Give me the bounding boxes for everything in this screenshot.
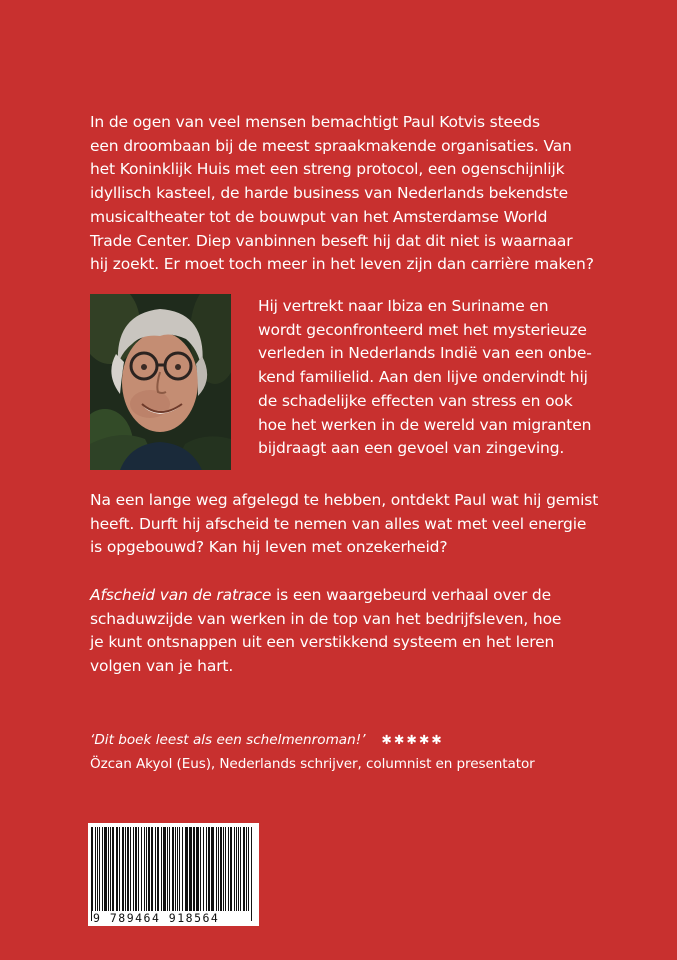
barcode-bar [185,827,188,911]
barcode-bar [203,827,204,911]
barcode-bar [243,827,245,911]
closing-first-line-rest: is een waargebeurd verhaal over de [271,586,552,604]
isbn-number: 9 789464 918564 [93,911,220,925]
text-line: In de ogen van veel mensen bemachtigt Paul Kotvis steeds [90,113,540,131]
text-line: heeft. Durft hij afscheid te nemen van alles wat met veel energie [90,514,587,533]
barcode-bar [148,827,150,911]
barcode-bar [230,827,232,911]
text-line: Na een lange weg afgelegd te hebben, ontdekt Paul wat hij gemist [90,491,599,509]
barcode-bar [167,827,168,911]
text-line: de schadelijke effecten van stress en ook [258,391,573,410]
middle-paragraph [90,489,610,560]
barcode-bar [102,827,103,911]
intro-paragraph [90,111,610,277]
barcode-bar [163,827,166,911]
barcode-bar [108,827,109,911]
barcode-bar [225,827,226,911]
barcode-bar [110,827,111,911]
barcode-bar [135,827,137,911]
text-line [90,584,610,608]
review-attribution: Özcan Akyol (Eus), Nederlands schrijver, columnist en presentator [90,756,535,772]
barcode-bar [172,827,174,921]
review-quote: ‘Dit boek leest als een schelmenroman!’ [90,732,366,748]
barcode-bar [146,827,147,911]
barcode-bar [236,827,237,911]
barcode-bar [200,827,201,911]
text-line: je kunt ontsnappen uit een verstikkend systeem en het leren [90,633,555,652]
text-line: bijdraagt aan een gevoel van zingeving. [258,439,565,458]
barcode-bar [175,827,176,921]
rating-stars-icon: ✱✱✱✱✱ [381,732,444,747]
barcode-bar [133,827,134,911]
barcode-bar [155,827,156,911]
barcode-bar [228,827,229,911]
text-line: musicaltheater tot de bouwput van het Amsterdamse World [90,207,548,226]
barcode-bar [246,827,247,911]
barcode-bar [122,827,124,911]
text-line: wordt geconfronteerd met het mysterieuze [258,320,587,339]
barcode-bar [189,827,192,911]
barcode-bar [169,827,170,911]
barcode-bar [179,827,180,911]
text-line: verleden in Nederlands Indië van een onbe- [258,344,592,363]
barcode-bar [248,827,249,911]
text-line: Trade Center. Diep vanbinnen beseft hij dat dit niet is waarnaar [90,231,573,250]
text-line: schaduwzijde van werken in de top van het bedrijfsleven, hoe [90,609,562,628]
barcode-bar [138,827,139,911]
text-line: kend familielid. Aan den lijve ondervindt hij [258,368,588,387]
barcode-bar [157,827,159,911]
barcode-bar [193,827,195,911]
barcode-bar [223,827,224,911]
barcode-bar [240,827,241,911]
review-block [90,728,610,776]
text-line: hij zoekt. Er moet toch meer in het leven zijn dan carrière maken? [90,255,594,274]
barcode-bar [220,827,222,911]
barcode-bar [208,827,210,911]
text-line: Hij vertrekt naar Ibiza en Suriname en [258,297,549,315]
barcode-bar [177,827,178,911]
barcode-bar [112,827,114,911]
text-line: hoe het werken in de wereld van migranten [258,415,592,434]
text-line: een droombaan bij de meest spraakmakende organisaties. Van [90,136,572,155]
barcode-bar [206,827,207,911]
barcode-bar [125,827,126,911]
barcode-bar [251,827,252,921]
barcode-bar [144,827,145,911]
barcode-bar [95,827,96,921]
text-line: idyllisch kasteel, de harde business van Nederlands bekendste [90,184,568,203]
isbn-barcode [88,823,259,926]
review-quote-line [90,728,610,752]
closing-paragraph [90,584,610,679]
author-portrait-image [90,294,231,470]
text-line: is opgebouwd? Kan hij leven met onzekerheid? [90,538,448,557]
barcode-bar [91,827,93,921]
barcode-bar [104,827,107,911]
photo-side-paragraph [258,295,610,461]
barcode-bar [216,827,217,911]
text-line: het Koninklijk Huis met een streng protocol, een ogenschijnlijk [90,160,565,179]
text-line: volgen van je hart. [90,657,234,676]
barcode-bar [151,827,153,911]
barcode-bar [141,827,142,911]
book-title: Afscheid van de ratrace [90,586,272,604]
barcode-bar [119,827,120,911]
barcode-bar [218,827,219,911]
barcode-bar [196,827,199,911]
barcode-bar [234,827,235,911]
barcode-bar [116,827,118,911]
barcode-bar [99,827,100,911]
barcode-bar [97,827,98,911]
barcode-bar [161,827,162,911]
barcode-bar [182,827,183,911]
author-photo [90,294,231,470]
barcode-bar [238,827,239,911]
barcode-bar [127,827,129,911]
barcode-bar [130,827,131,911]
barcode-bar [211,827,214,911]
